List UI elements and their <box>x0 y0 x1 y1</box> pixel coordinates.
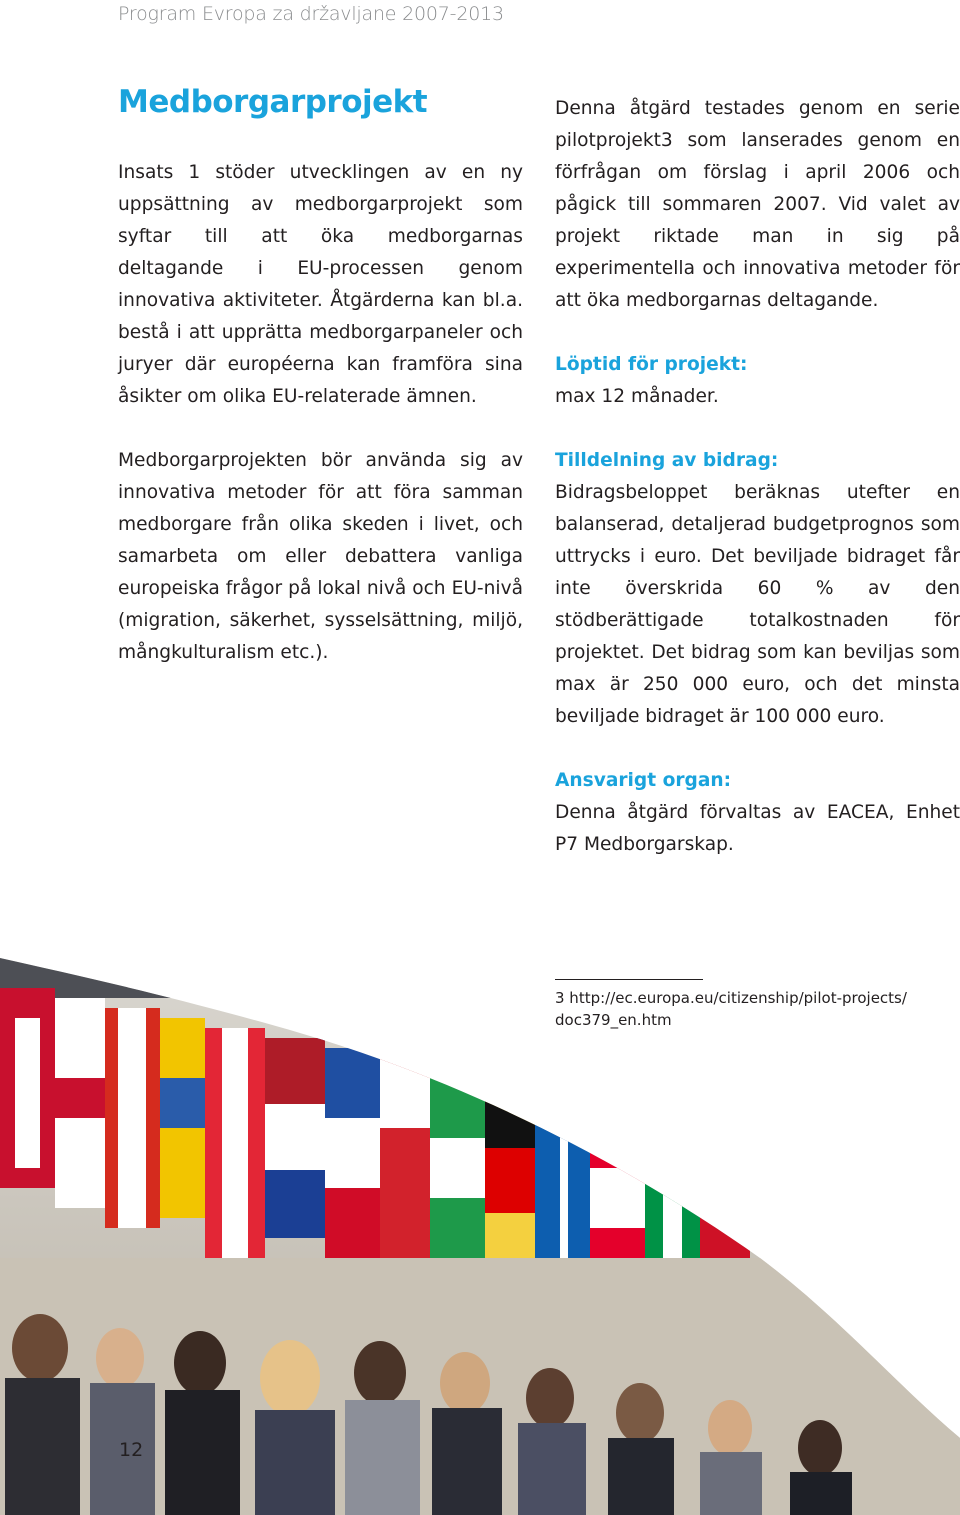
left-column <box>118 157 523 669</box>
conference-photo <box>0 958 960 1515</box>
methods-paragraph: Medborgarprojekten bör använda sig av innovativa metoder för att föra samman medborgare från olika skeden i livet, och samarbeta om eller debattera vanliga europeiska frågor på lokal nivå och EU-nivå (migration, säkerhet, sysselsättning, miljö, mångkulturalism etc.). <box>118 450 523 663</box>
running-header: Program Evropa za državljane 2007-2013 <box>118 3 504 25</box>
page-number: 12 <box>119 1439 144 1461</box>
responsible-body-heading: Ansvarigt organ: <box>555 770 732 791</box>
footnote-line-1: 3 http://ec.europa.eu/citizenship/pilot-projects/ <box>555 989 907 1007</box>
footnote-line-2: doc379_en.htm <box>555 1011 672 1029</box>
page-title: Medborgarprojekt <box>118 84 428 120</box>
grant-heading: Tilldelning av bidrag: <box>555 450 779 471</box>
pilot-paragraph: Denna åtgärd testades genom en serie pilotprojekt3 som lanserades genom en förfrågan om förslag i april 2006 och pågick till sommaren 2007. Vid valet av projekt riktade man in sig på experimentella och innovativa metoder för att öka medborgarnas deltagande. <box>555 98 960 311</box>
duration-value: max 12 månader. <box>555 386 719 407</box>
intro-paragraph: Insats 1 stöder utvecklingen av en ny uppsättning av medborgarprojekt som syftar till att öka medborgarnas deltagande i EU-processen genom innovativa aktiviteter. Åtgärderna kan bl.a. bestå i att upprätta medborgarpaneler och juryer där européerna kan framföra sina åsikter om olika EU-relaterade ämnen. <box>118 162 523 407</box>
grant-paragraph: Bidragsbeloppet beräknas utefter en balanserad, detaljerad budgetprognos som uttrycks i euro. Det beviljade bidraget får inte överskrida 60 % av den stödberättigade totalkostnaden för projektet. Det bidrag som kan beviljas som max är 250 000 euro, och det minsta beviljade bidraget är 100 000 euro. <box>555 482 960 727</box>
right-column <box>555 93 960 861</box>
responsible-body-paragraph: Denna åtgärd förvaltas av EACEA, Enhet P7 Medborgarskap. <box>555 802 960 855</box>
duration-heading: Löptid för projekt: <box>555 354 748 375</box>
